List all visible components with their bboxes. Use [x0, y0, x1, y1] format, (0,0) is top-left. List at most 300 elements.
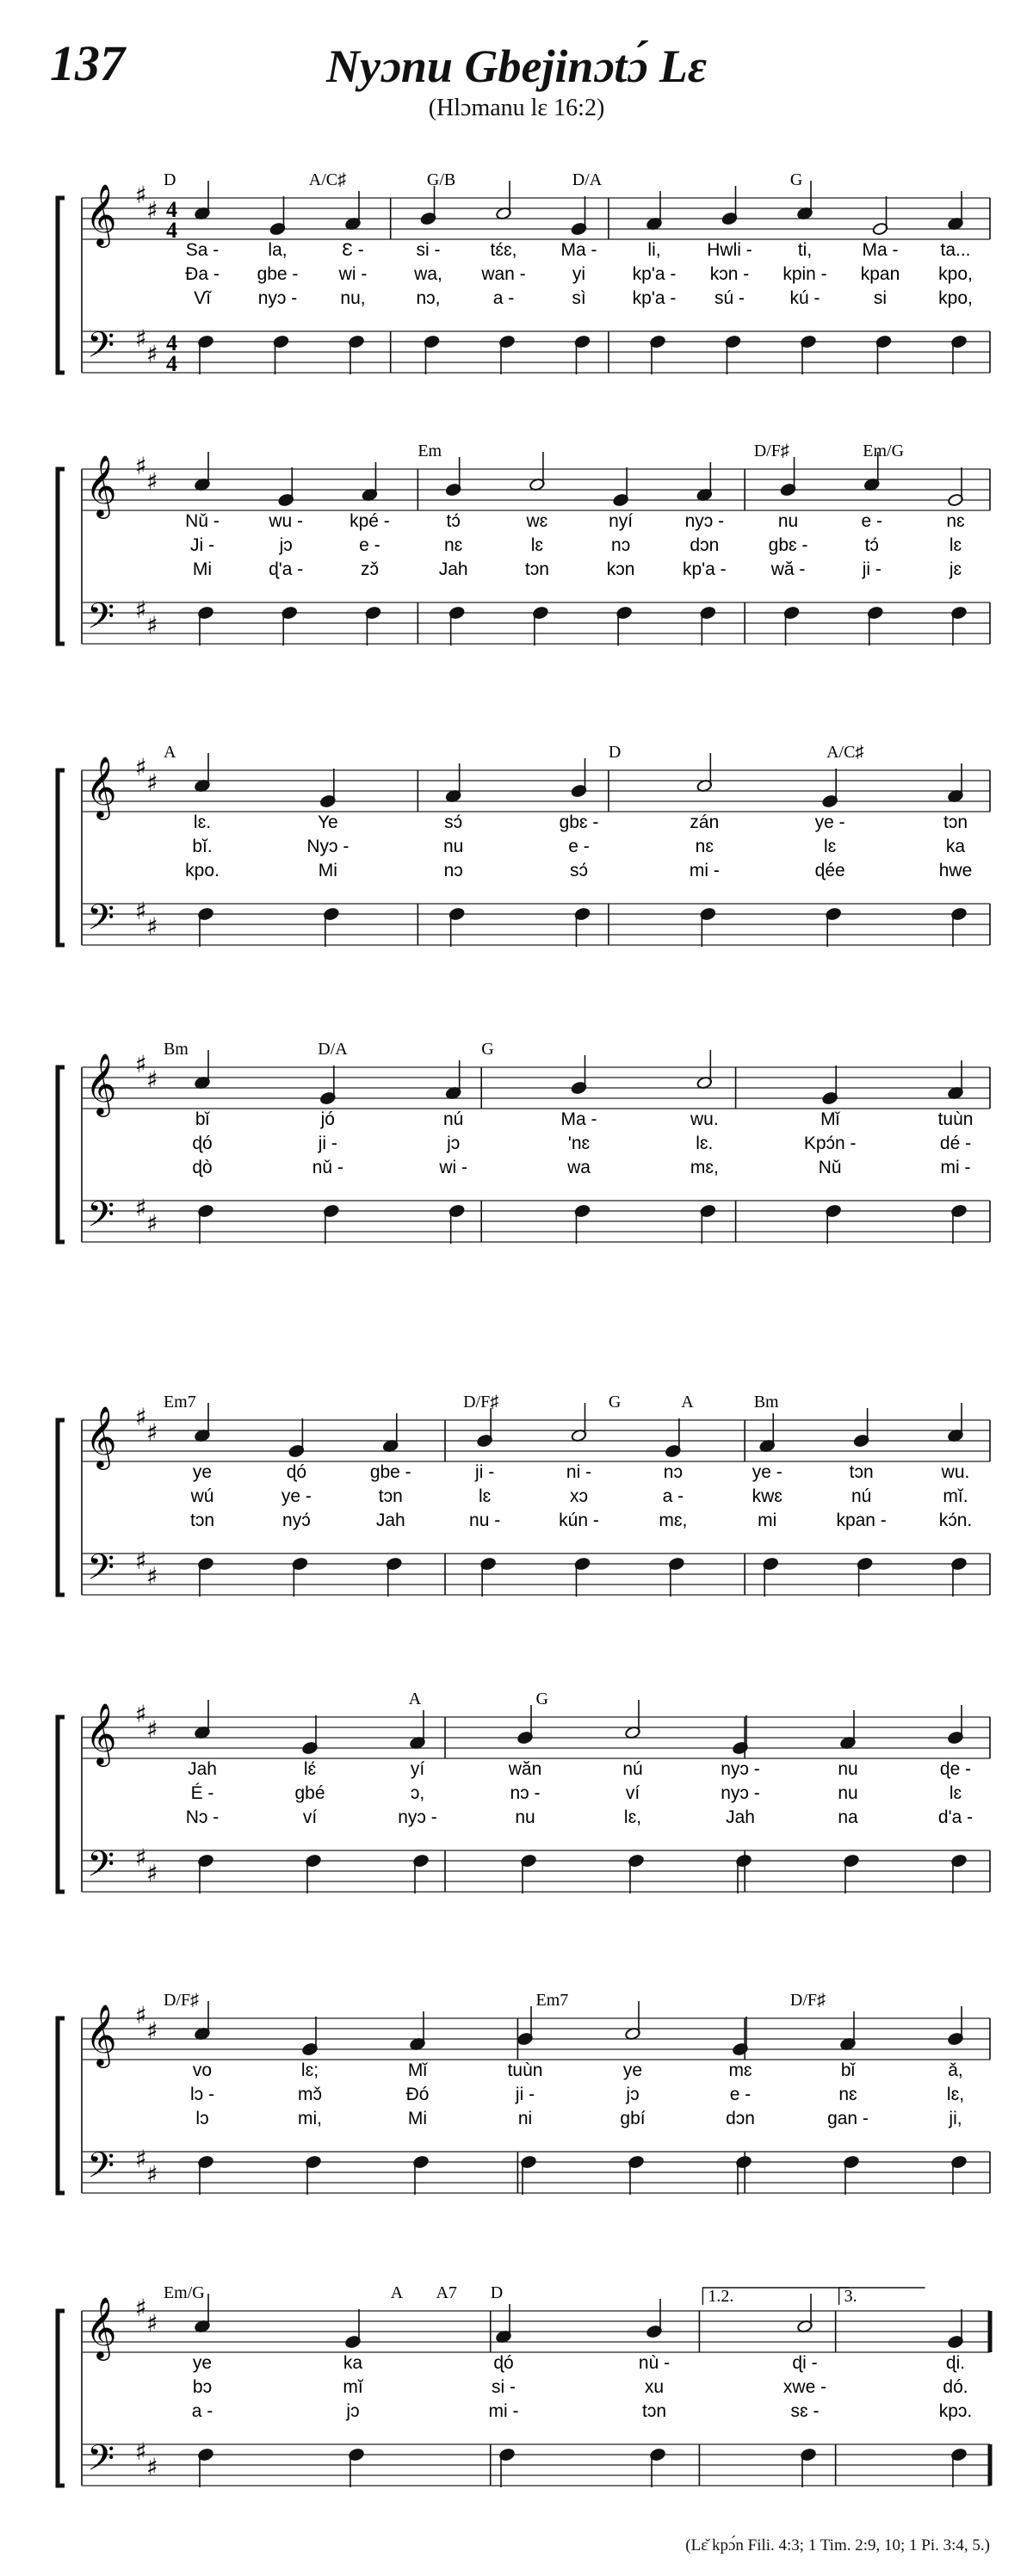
lyric-syllable: kpan - — [836, 1510, 887, 1530]
lyric-syllable: kún - — [559, 1510, 599, 1530]
lyric-syllable: wú — [190, 1486, 214, 1506]
lyric-syllable: lɛ — [530, 535, 544, 555]
lyric-syllable: Ji - — [190, 535, 214, 555]
lyric-syllable: bǐ — [195, 1109, 210, 1129]
lyric-syllable: ɖée — [814, 861, 845, 880]
lyric-syllable: si - — [492, 2377, 516, 2397]
lyric-syllable: ye - — [281, 1486, 312, 1506]
sharp-icon: ♯ — [135, 2001, 147, 2029]
lyric-syllable: vo — [192, 2060, 213, 2080]
lyric-syllable: nú — [851, 1486, 872, 1506]
lyric-syllable: yi — [572, 264, 586, 284]
chord-symbol: G — [535, 1690, 548, 1708]
lyric-syllable: kp'a - — [632, 264, 677, 284]
chord-symbol: G — [608, 1393, 622, 1412]
lyric-syllable: xu — [644, 2377, 665, 2397]
lyric-syllable: lɛ, — [623, 1807, 642, 1827]
system-6 — [58, 1690, 990, 1893]
sharp-icon: ♯ — [146, 467, 158, 496]
lyric-syllable: ti, — [797, 240, 813, 260]
lyric-syllable: nù - — [638, 2353, 671, 2373]
hymn-title: Nyɔnu Gbejinɔtɔ́ Lɛ — [325, 40, 708, 92]
lyric-syllable: sɔ́ — [570, 861, 588, 880]
bass-clef-icon: 𝄢 — [87, 1844, 115, 1893]
lyric-syllable: kɔn - — [709, 264, 750, 284]
lyric-syllable: nyí — [609, 511, 634, 531]
lyric-syllable: nǔ - — [312, 1158, 343, 1177]
chord-symbol: D/F♯ — [789, 1991, 826, 2010]
lyric-syllable: wu. — [690, 1109, 719, 1129]
lyric-syllable: ni — [517, 2109, 533, 2128]
lyric-syllable: sú - — [714, 288, 745, 308]
lyric-syllable: jɔ — [279, 535, 293, 555]
lyric-syllable: nɛ — [946, 511, 965, 531]
lyric-syllable: sɔ́ — [444, 812, 463, 832]
lyric-syllable: tɔn — [378, 1486, 403, 1506]
lyric-syllable: jó — [320, 1109, 336, 1129]
lyric-syllable: Mi — [407, 2109, 428, 2128]
lyric-syllable: Ɖa - — [185, 264, 220, 284]
lyric-syllable: nɔ — [663, 1462, 683, 1482]
system-3 — [58, 743, 990, 947]
lyric-syllable: kpé - — [349, 511, 390, 531]
chord-symbol: D — [163, 170, 176, 189]
lyric-syllable: e - — [861, 511, 883, 531]
lyric-syllable: ni - — [566, 1462, 592, 1482]
lyric-syllable: ye - — [814, 812, 845, 832]
lyric-syllable: lɛ. — [696, 1134, 714, 1153]
lyric-syllable: tuùn — [507, 2060, 543, 2080]
sharp-icon: ♯ — [135, 2294, 147, 2322]
lyric-syllable: mi - — [689, 861, 720, 880]
chord-symbol: D/F♯ — [463, 1393, 499, 1412]
lyric-syllable: ye — [192, 1462, 213, 1482]
lyric-syllable: jɔ — [346, 2401, 360, 2421]
lyric-syllable: hwe — [938, 861, 973, 880]
sharp-icon: ♯ — [135, 181, 147, 209]
sharp-icon: ♯ — [146, 2309, 158, 2338]
lyric-syllable: lɔ — [195, 2109, 209, 2128]
sharp-icon: ♯ — [146, 1562, 158, 1591]
lyric-syllable: nyɔ - — [721, 1783, 760, 1803]
lyric-syllable: Mǐ — [820, 1109, 840, 1129]
lyric-syllable: dɔn — [690, 535, 720, 555]
lyric-syllable: nɔ — [443, 861, 463, 880]
lyric-syllable: nu — [777, 511, 799, 531]
lyric-syllable: Mi — [192, 559, 213, 579]
chord-symbol: D — [490, 2283, 504, 2302]
sharp-icon: ♯ — [135, 2437, 147, 2466]
lyric-syllable: ta... — [940, 240, 971, 260]
bass-clef-icon: 𝄢 — [87, 324, 115, 374]
system-4 — [58, 1040, 990, 1244]
lyric-syllable: e - — [359, 535, 380, 555]
lyric-syllable: gbɛ - — [768, 535, 808, 555]
sharp-icon: ♯ — [135, 596, 147, 624]
lyric-syllable: mɛ, — [690, 1158, 719, 1177]
lyric-syllable: bɔ — [192, 2377, 213, 2397]
lyric-syllable: wi - — [439, 1158, 468, 1177]
lyric-syllable: ka — [343, 2353, 363, 2373]
lyric-syllable: wa — [567, 1158, 591, 1177]
lyric-syllable: kpan — [860, 264, 900, 284]
bass-clef-icon: 𝄢 — [87, 2437, 115, 2487]
lyric-syllable: ɖi. — [945, 2353, 966, 2373]
lyric-syllable: tɔ́ — [864, 535, 879, 555]
lyric-syllable: tɛ́ɛ, — [490, 240, 517, 260]
lyric-syllable: Ðó — [405, 2085, 430, 2104]
chord-symbol: D/F♯ — [163, 1991, 200, 2010]
scripture-reference: (Hlɔmanu lɛ 16:2) — [428, 95, 605, 121]
lyric-syllable: wi - — [338, 264, 368, 284]
lyric-syllable: d'a - — [937, 1807, 974, 1827]
lyric-syllable: Nɔ - — [185, 1807, 220, 1827]
lyric-syllable: e - — [568, 837, 590, 856]
chord-symbol: D/A — [318, 1040, 348, 1059]
lyric-syllable: lɛ́ — [303, 1759, 317, 1779]
volta-label: 1.2. — [708, 2287, 734, 2306]
lyric-syllable: wa, — [414, 264, 442, 284]
chord-symbol: D — [608, 743, 622, 762]
lyric-syllable: ɖó — [286, 1462, 307, 1482]
lyric-syllable: wă - — [770, 559, 806, 579]
lyric-syllable: mi - — [488, 2401, 519, 2421]
lyric-syllable: tɔn — [849, 1462, 874, 1482]
lyric-syllable: bǐ — [840, 2060, 856, 2080]
lyric-syllable: e - — [729, 2085, 752, 2104]
lyric-syllable: nu — [838, 1759, 858, 1779]
lyric-syllable: nú — [442, 1109, 464, 1129]
sharp-icon: ♯ — [146, 611, 158, 639]
lyric-syllable: wu - — [269, 511, 304, 531]
lyric-syllable: ye - — [752, 1462, 782, 1482]
lyric-syllable: a - — [191, 2401, 213, 2421]
chord-symbol: A — [390, 2283, 404, 2302]
lyric-syllable: ví — [625, 1783, 640, 1803]
lyric-syllable: wu. — [941, 1462, 970, 1482]
system-bracket — [58, 1420, 65, 1595]
lyric-syllable: lɛ; — [300, 2060, 319, 2080]
time-signature: 4 — [166, 197, 177, 222]
lyric-syllable: kpo, — [938, 264, 973, 284]
lyric-syllable: jɔ — [447, 1134, 461, 1153]
lyric-syllable: nu — [515, 1807, 535, 1827]
chord-symbol: Em/G — [163, 2283, 205, 2302]
lyric-syllable: lɛ. — [193, 812, 212, 832]
sharp-icon: ♯ — [146, 1859, 158, 1887]
lyric-syllable: gbɛ - — [559, 812, 599, 832]
lyric-syllable: kp'a - — [632, 288, 677, 308]
sharp-icon: ♯ — [146, 1418, 158, 1447]
lyric-syllable: tɔ́ — [446, 511, 461, 531]
system-bracket — [58, 198, 65, 373]
bass-clef-icon: 𝄢 — [87, 2145, 115, 2195]
lyric-syllable: dó. — [943, 2377, 968, 2397]
lyric-syllable: nyɔ - — [684, 511, 725, 531]
time-signature: 4 — [166, 218, 177, 243]
lyric-syllable: kpo, — [938, 288, 973, 308]
lyric-syllable: wăn — [508, 1759, 542, 1779]
bass-clef-icon: 𝄢 — [87, 1194, 115, 1244]
lyric-syllable: tɔn — [943, 812, 968, 832]
sharp-icon: ♯ — [146, 2160, 158, 2189]
lyric-syllable: lɛ, — [946, 2085, 965, 2104]
system-7 — [58, 1991, 990, 2195]
lyric-syllable: xɔ — [570, 1486, 588, 1506]
lyric-syllable: kɔ́n. — [938, 1510, 973, 1530]
lyric-syllable: kú - — [789, 288, 820, 308]
lyric-syllable: ví — [302, 1807, 318, 1827]
lyric-syllable: ɖó — [493, 2353, 514, 2373]
lyric-syllable: mɔ̌ — [298, 2085, 322, 2104]
lyric-syllable: Ye — [317, 812, 338, 832]
lyric-syllable: yí — [410, 1759, 425, 1779]
lyric-syllable: tuùn — [937, 1109, 974, 1129]
chord-symbol: Em/G — [863, 442, 905, 460]
lyric-syllable: nu — [442, 837, 464, 856]
time-signature: 4 — [166, 330, 177, 355]
hymn-number: 137 — [50, 35, 125, 91]
lyric-syllable: Ma - — [862, 240, 899, 260]
sharp-icon: ♯ — [135, 897, 147, 925]
sharp-icon: ♯ — [146, 1066, 158, 1094]
lyric-syllable: dé - — [939, 1134, 972, 1153]
lyric-syllable: Nyɔ - — [306, 837, 349, 856]
lyric-syllable: ɔ, — [410, 1783, 425, 1803]
system-8 — [58, 2283, 990, 2487]
bass-clef-icon: 𝄢 — [87, 596, 115, 646]
lyric-syllable: nu - — [469, 1510, 501, 1530]
lyric-syllable: li, — [647, 240, 661, 260]
lyric-syllable: dɔn — [726, 2109, 755, 2128]
treble-clef-icon: 𝄞 — [85, 454, 117, 516]
sharp-icon: ♯ — [135, 452, 147, 480]
lyric-syllable: wan - — [481, 264, 526, 284]
lyric-syllable: Sa - — [185, 240, 220, 260]
lyric-syllable: ye — [622, 2060, 643, 2080]
sharp-icon: ♯ — [135, 1403, 147, 1431]
lyric-syllable: nú — [622, 1759, 643, 1779]
lyric-syllable: si - — [416, 240, 441, 260]
lyric-syllable: Ma - — [560, 240, 597, 260]
chord-symbol: Bm — [163, 1040, 189, 1059]
lyric-syllable: ji, — [949, 2109, 962, 2128]
system-bracket — [58, 770, 65, 945]
lyric-syllable: sì — [572, 288, 586, 308]
lyric-syllable: zán — [690, 812, 720, 832]
system-5 — [58, 1393, 990, 1597]
lyric-syllable: Nǔ - — [185, 511, 220, 531]
sharp-icon: ♯ — [135, 1844, 147, 1872]
lyric-syllable: ǎ, — [948, 2060, 963, 2080]
chord-symbol: G — [481, 1040, 494, 1059]
sharp-icon: ♯ — [135, 1700, 147, 1728]
lyric-syllable: a - — [662, 1486, 684, 1506]
lyric-syllable: na — [838, 1807, 858, 1827]
lyric-syllable: ji - — [318, 1134, 337, 1153]
sharp-icon: ♯ — [135, 324, 147, 353]
lyric-syllable: kwɛ — [752, 1486, 782, 1506]
sharp-icon: ♯ — [146, 912, 158, 941]
chord-symbol: Em — [418, 442, 442, 460]
sharp-icon: ♯ — [146, 340, 158, 368]
sharp-icon: ♯ — [146, 196, 158, 225]
lyric-syllable: gbe - — [369, 1462, 411, 1482]
lyric-syllable: kpin - — [782, 264, 827, 284]
bass-clef-icon: 𝄢 — [87, 1547, 115, 1597]
system-bracket — [58, 2018, 65, 2193]
lyric-syllable: ɖò — [192, 1158, 213, 1177]
lyric-syllable: lɛ — [949, 535, 962, 555]
lyric-syllable: lɛ — [949, 1783, 962, 1803]
sharp-icon: ♯ — [135, 1194, 147, 1222]
lyric-syllable: tɔn — [641, 2401, 667, 2421]
footer-reference: (Lɛ̌ kpɔ́n Fili. 4:3; 1 Tim. 2:9, 10; 1 Pi. 3:4, 5.) — [685, 2536, 990, 2554]
lyric-syllable: mĭ. — [943, 1486, 968, 1506]
lyric-syllable: kpo. — [185, 861, 220, 880]
lyric-syllable: nɔ, — [416, 288, 441, 308]
chord-symbol: A/C♯ — [826, 743, 864, 762]
sharp-icon: ♯ — [135, 1050, 147, 1078]
lyric-syllable: Ma - — [560, 1109, 597, 1129]
lyric-syllable: nyɔ - — [721, 1759, 760, 1779]
lyric-syllable: mĭ — [343, 2377, 363, 2397]
chord-symbol: A7 — [436, 2283, 457, 2302]
lyric-syllable: mɛ, — [659, 1510, 688, 1530]
lyric-syllable: gbe - — [257, 264, 299, 284]
lyric-syllable: nɛ — [444, 535, 463, 555]
system-bracket — [58, 469, 65, 644]
treble-clef-icon: 𝄞 — [85, 2295, 117, 2358]
sharp-icon: ♯ — [146, 769, 158, 797]
lyric-syllable: nɔ — [611, 535, 631, 555]
lyric-syllable: jɔ — [626, 2085, 640, 2104]
lyric-syllable: ji - — [475, 1462, 495, 1482]
lyric-syllable: Ɛ - — [342, 240, 364, 260]
system-bracket — [58, 1717, 65, 1892]
lyric-syllable: la, — [268, 240, 288, 260]
system-1 — [58, 170, 990, 376]
lyric-syllable: ɖe - — [939, 1759, 972, 1779]
lyric-syllable: ɖ'a - — [269, 559, 304, 579]
lyric-syllable: mi - — [940, 1158, 971, 1177]
treble-clef-icon: 𝄞 — [85, 1702, 117, 1764]
lyric-syllable: nu — [838, 1783, 858, 1803]
lyric-syllable: kp'a - — [682, 559, 727, 579]
chord-symbol: A — [163, 743, 176, 762]
lyric-syllable: ka — [945, 837, 966, 856]
lyric-syllable: nɛ — [838, 2085, 857, 2104]
chord-symbol: D/A — [572, 170, 603, 189]
lyric-syllable: nɛ — [695, 837, 714, 856]
lyric-syllable: zɔ̌ — [360, 559, 379, 579]
treble-clef-icon: 𝄞 — [85, 755, 117, 818]
lyric-syllable: ɖó — [192, 1134, 213, 1153]
lyric-syllable: nyɔ - — [257, 288, 298, 308]
lyric-syllable: mɛ — [728, 2060, 752, 2080]
sharp-icon: ♯ — [135, 2145, 147, 2173]
lyric-syllable: gbí — [620, 2109, 646, 2128]
lyric-syllable: Jah — [438, 559, 468, 579]
treble-clef-icon: 𝄞 — [85, 182, 117, 245]
treble-clef-icon: 𝄞 — [85, 1405, 117, 1467]
system-bracket — [58, 1067, 65, 1242]
chord-symbol: A — [408, 1690, 422, 1708]
lyric-syllable: lɛ — [824, 837, 837, 856]
lyric-syllable: tɔn — [524, 559, 549, 579]
lyric-syllable: kɔn — [606, 559, 635, 579]
chord-symbol: G/B — [426, 170, 456, 189]
chord-symbol: Em7 — [535, 1991, 569, 2010]
volta-label: 3. — [844, 2287, 857, 2306]
lyric-syllable: Kpɔ́n - — [803, 1134, 857, 1153]
lyric-syllable: mi, — [298, 2109, 322, 2128]
system-2 — [58, 442, 990, 646]
lyric-syllable: Mi — [318, 861, 337, 880]
lyric-syllable: nu, — [340, 288, 366, 308]
treble-clef-icon: 𝄞 — [85, 2003, 117, 2066]
lyric-syllable: Mǐ — [407, 2060, 428, 2080]
lyric-syllable: si — [873, 288, 888, 308]
lyric-syllable: kpɔ. — [938, 2401, 973, 2421]
lyric-syllable: xwe - — [782, 2377, 827, 2397]
treble-clef-icon: 𝄞 — [85, 1052, 117, 1115]
lyric-syllable: wɛ — [526, 511, 548, 531]
lyric-syllable: Jah — [375, 1510, 405, 1530]
lyric-syllable: sɛ - — [790, 2401, 820, 2421]
sharp-icon: ♯ — [146, 1715, 158, 1744]
chord-symbol: G — [789, 170, 803, 189]
system-bracket — [58, 2311, 65, 2486]
lyric-syllable: a - — [492, 288, 515, 308]
lyric-syllable: nɔ - — [510, 1783, 541, 1803]
lyric-syllable: ji - — [862, 559, 881, 579]
lyric-syllable: ɖi - — [792, 2353, 818, 2373]
sharp-icon: ♯ — [135, 753, 147, 781]
sharp-icon: ♯ — [146, 2453, 158, 2481]
bass-clef-icon: 𝄢 — [87, 897, 115, 947]
lyric-syllable: Hwli - — [707, 240, 752, 260]
lyric-syllable: Jah — [726, 1807, 755, 1827]
time-signature: 4 — [166, 351, 177, 376]
chord-symbol: A/C♯ — [308, 170, 347, 189]
lyric-syllable: ye — [192, 2353, 213, 2373]
lyric-syllable: tɔn — [189, 1510, 215, 1530]
chord-symbol: Bm — [753, 1393, 779, 1412]
lyric-syllable: gbé — [294, 1783, 325, 1803]
lyric-syllable: jɛ — [949, 559, 962, 579]
chord-symbol: Em7 — [163, 1393, 196, 1412]
lyric-syllable: lɛ — [478, 1486, 492, 1506]
lyric-syllable: lɔ - — [190, 2085, 214, 2104]
sharp-icon: ♯ — [146, 1209, 158, 1238]
chord-symbol: A — [681, 1393, 694, 1412]
lyric-syllable: nyɔ́ — [282, 1510, 311, 1530]
sharp-icon: ♯ — [146, 2017, 158, 2045]
lyric-syllable: Vĩ — [194, 288, 211, 308]
chord-symbol: D/F♯ — [753, 442, 789, 460]
lyric-syllable: Nǔ — [818, 1158, 842, 1177]
lyric-syllable: bĭ. — [192, 837, 213, 856]
lyric-syllable: É - — [190, 1783, 214, 1803]
lyric-syllable: Jah — [188, 1759, 217, 1779]
lyric-syllable: nyɔ - — [398, 1807, 437, 1827]
sharp-icon: ♯ — [135, 1547, 147, 1575]
lyric-syllable: gan - — [827, 2109, 869, 2128]
lyric-syllable: mi — [758, 1510, 777, 1530]
lyric-syllable: ji - — [515, 2085, 535, 2104]
lyric-syllable: 'nɛ — [567, 1134, 591, 1153]
